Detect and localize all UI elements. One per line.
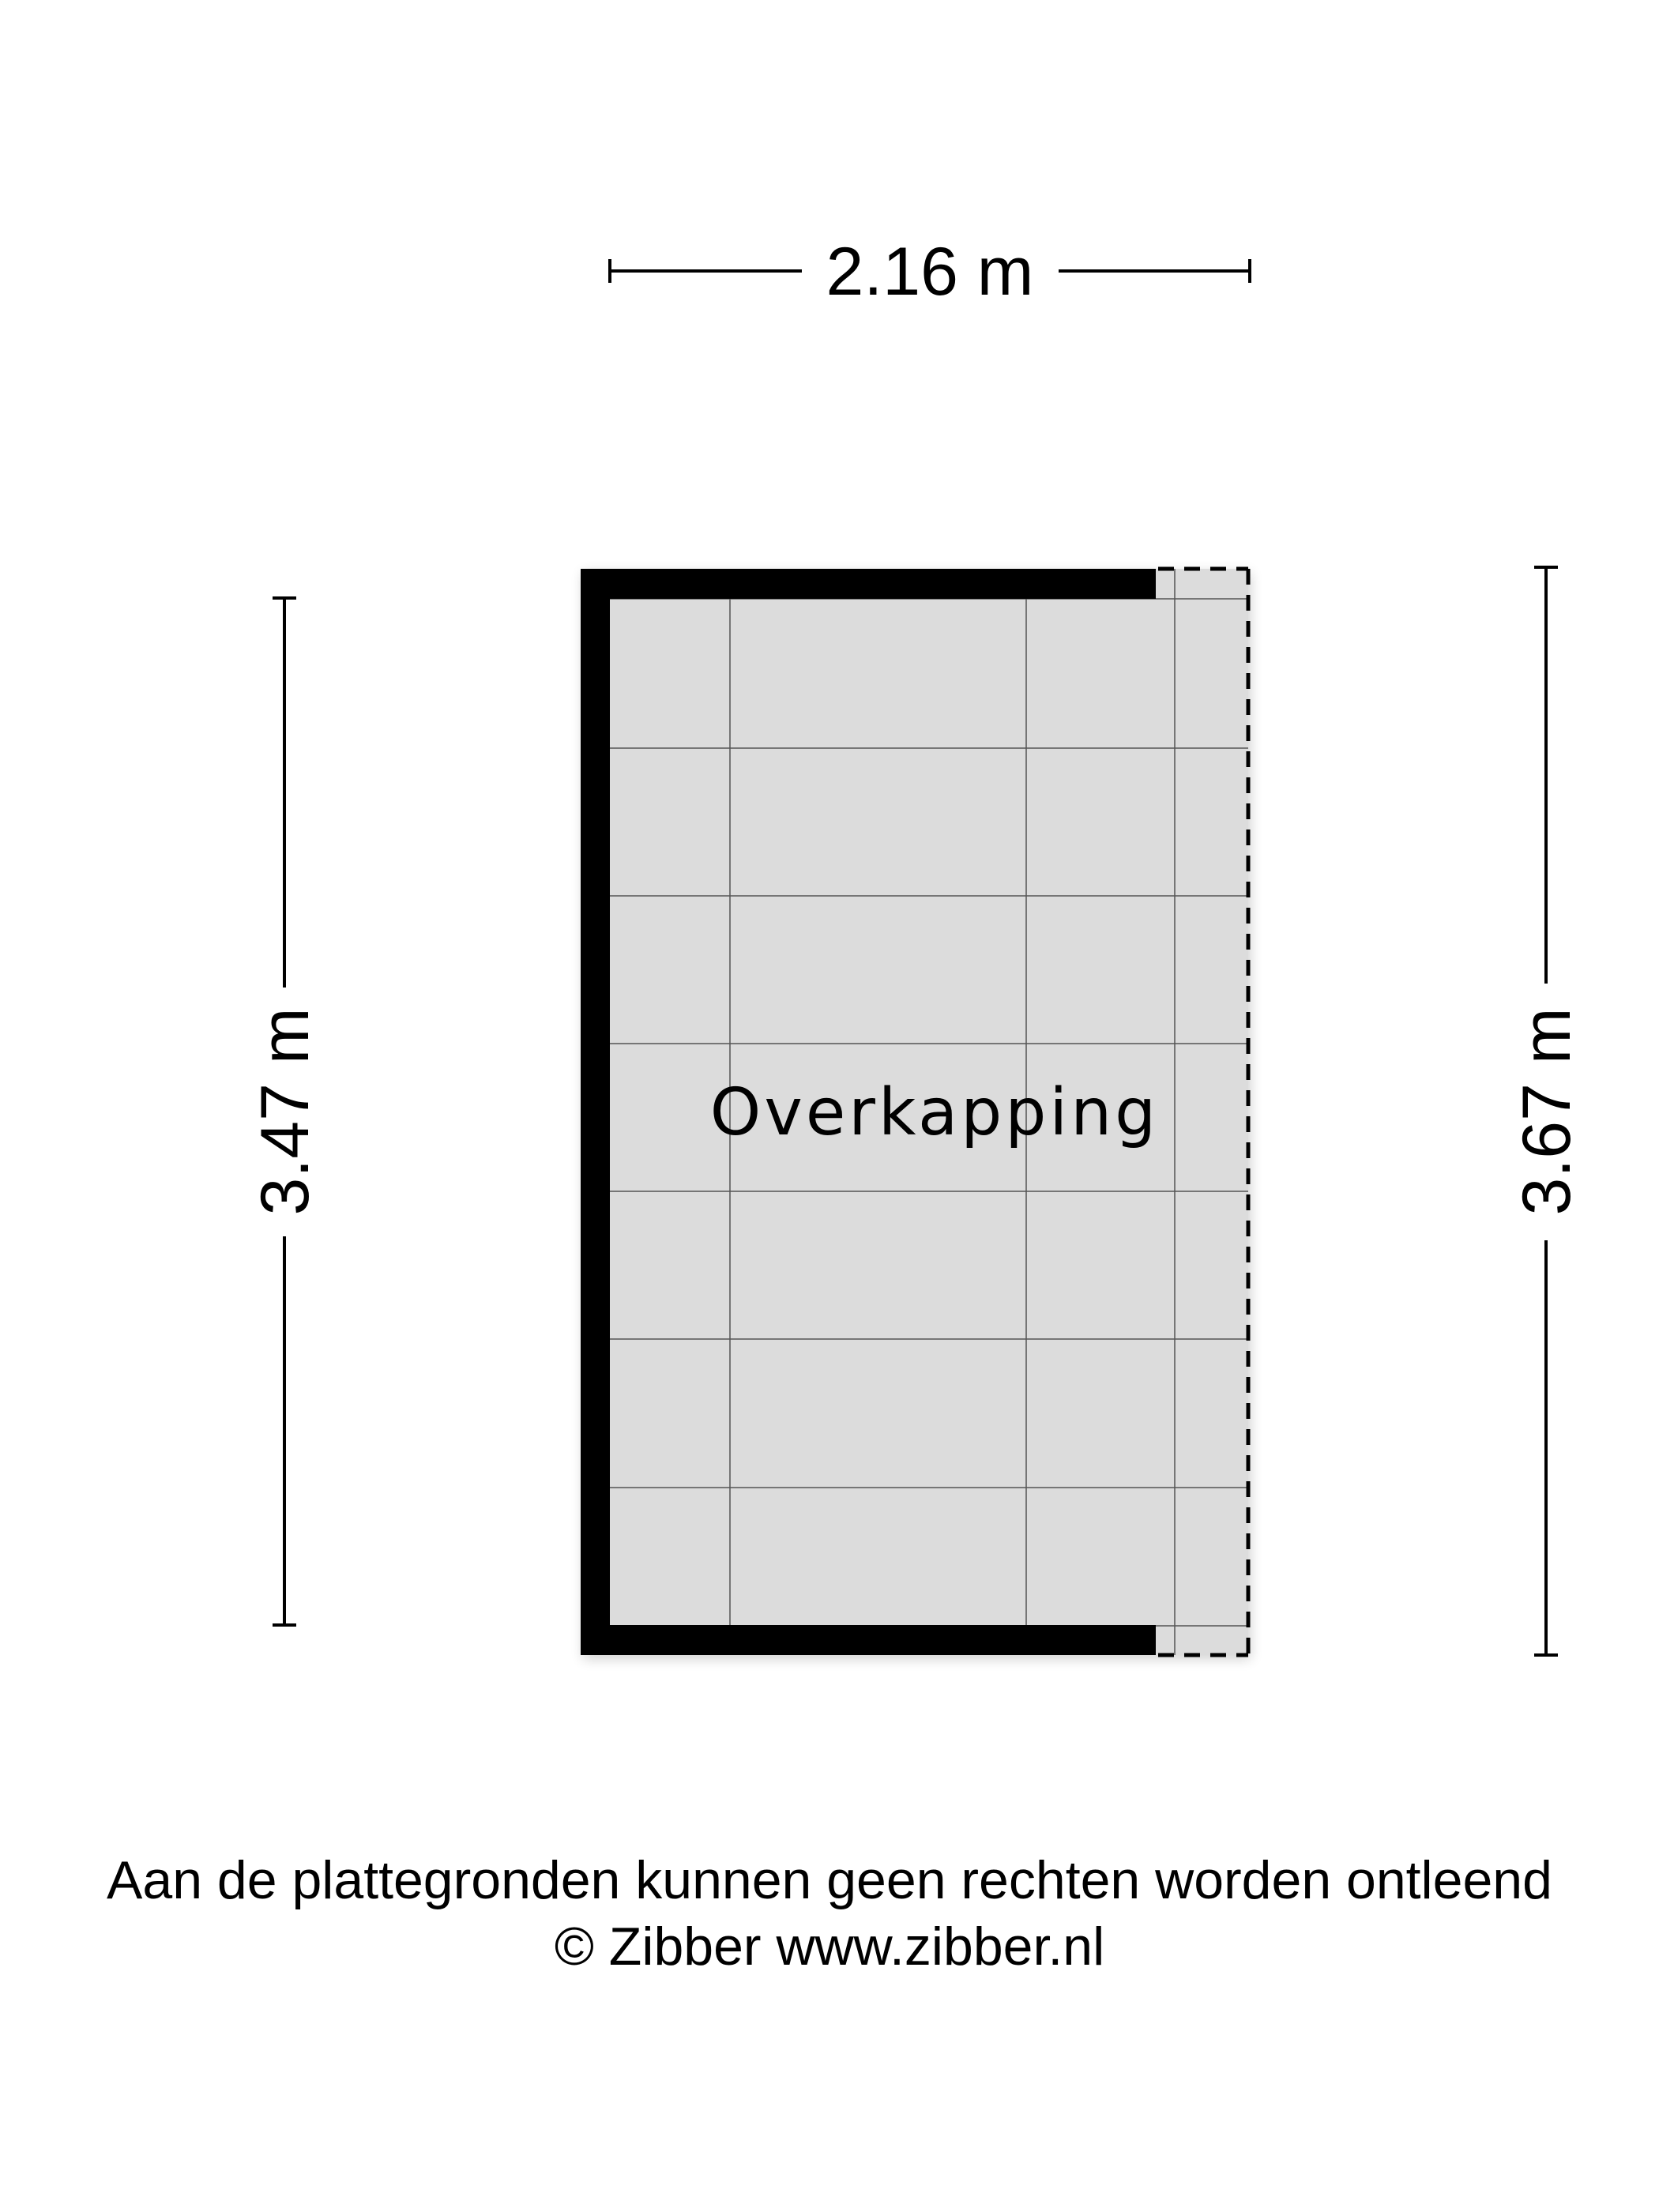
- width-dimension: [610, 234, 1250, 310]
- left-height-dimension-label: 3.47 m: [247, 1007, 323, 1216]
- right-height-dimension: [1509, 567, 1585, 1655]
- left-height-dimension: [247, 598, 323, 1625]
- right-height-dimension-label: 3.67 m: [1509, 1007, 1585, 1216]
- room-label: Overkapping: [709, 1075, 1160, 1150]
- copyright-text: © Zibber www.zibber.nl: [554, 1917, 1105, 1977]
- disclaimer-text: Aan de plattegronden kunnen geen rechten worden ontleend: [107, 1850, 1552, 1910]
- width-dimension-label: 2.16 m: [826, 234, 1034, 310]
